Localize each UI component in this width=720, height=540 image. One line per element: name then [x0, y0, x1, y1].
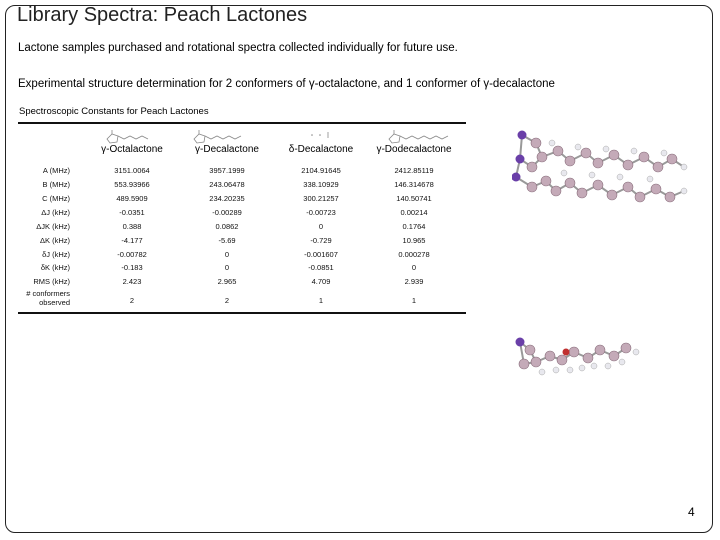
octalactone-molecule-image: [512, 125, 712, 205]
table-cell: -0.0351: [119, 208, 145, 217]
table-cell: 0: [318, 222, 324, 231]
decalactone-structure-sketch: [190, 129, 248, 145]
delta-decalactone-structure-sketch: [300, 129, 340, 145]
table-cell: 0: [224, 250, 230, 259]
page-number: 4: [688, 505, 695, 519]
table-cell: -0.729: [310, 236, 332, 245]
table-cell: 1: [318, 296, 324, 305]
table-cell: 243.06478: [209, 180, 245, 189]
column-header: γ-Dodecalactone: [376, 144, 452, 155]
column-header: γ-Octalactone: [101, 144, 163, 155]
table-cell: -0.00782: [117, 250, 147, 259]
decalactone-molecule-image: [512, 330, 642, 380]
table-cell: 300.21257: [303, 194, 339, 203]
row-label: B (MHz): [42, 180, 70, 189]
table-cell: -4.177: [121, 236, 143, 245]
row-label: # conformers observed: [26, 289, 70, 307]
table-caption: Spectroscopic Constants for Peach Lactones: [19, 106, 209, 117]
slide-title: Library Spectra: Peach Lactones: [17, 4, 308, 26]
table-cell: -0.00289: [212, 208, 242, 217]
table-cell: 3957.1999: [209, 166, 245, 175]
table-cell: 0.000278: [398, 250, 430, 259]
row-label: A (MHz): [42, 166, 70, 175]
table-cell: 2.939: [404, 277, 424, 286]
dodecalactone-structure-sketch: [385, 129, 455, 145]
description-line-2: Experimental structure determination for 2 conformers of γ-octalactone, and 1 conformer of γ-decalactone: [18, 78, 555, 90]
table-cell: 2: [224, 296, 230, 305]
table-cell: 4.709: [311, 277, 331, 286]
table-cell: 146.314678: [394, 180, 434, 189]
table-cell: 1: [411, 296, 417, 305]
table-top-rule: [18, 122, 466, 124]
table-bottom-rule: [18, 312, 466, 314]
table-cell: 0.0862: [215, 222, 239, 231]
table-cell: -0.183: [121, 263, 143, 272]
table-cell: 3151.0064: [114, 166, 150, 175]
table-cell: 0.1764: [402, 222, 426, 231]
table-cell: -0.00723: [306, 208, 336, 217]
table-cell: -0.001607: [304, 250, 338, 259]
table-cell: 0.388: [122, 222, 142, 231]
row-label: δK (kHz): [40, 263, 70, 272]
table-cell: 0.00214: [400, 208, 428, 217]
column-header: γ-Decalactone: [195, 144, 259, 155]
table-cell: 2.965: [217, 277, 237, 286]
table-cell: 2: [129, 296, 135, 305]
table-cell: 140.50741: [396, 194, 432, 203]
table-cell: 338.10929: [303, 180, 339, 189]
row-label: C (MHz): [42, 194, 70, 203]
row-label: ΔK (kHz): [39, 236, 70, 245]
table-cell: 2104.91645: [301, 166, 341, 175]
table-cell: 2412.85119: [394, 166, 434, 175]
table-cell: -5.69: [218, 236, 236, 245]
row-label: ΔJK (kHz): [36, 222, 70, 231]
row-label: δJ (kHz): [42, 250, 70, 259]
column-header: δ-Decalactone: [288, 144, 354, 155]
table-cell: 234.20235: [209, 194, 245, 203]
table-cell: 2.423: [122, 277, 142, 286]
row-label: RMS (kHz): [33, 277, 70, 286]
table-cell: 10.965: [402, 236, 426, 245]
table-cell: 0: [224, 263, 230, 272]
description-line-1: Lactone samples purchased and rotational spectra collected individually for future use.: [18, 42, 458, 54]
table-cell: 0: [411, 263, 417, 272]
octalactone-structure-sketch: [103, 129, 153, 145]
table-cell: -0.0851: [308, 263, 334, 272]
table-cell: 489.5909: [116, 194, 148, 203]
row-label: ΔJ (kHz): [41, 208, 70, 217]
table-cell: 553.93966: [114, 180, 150, 189]
